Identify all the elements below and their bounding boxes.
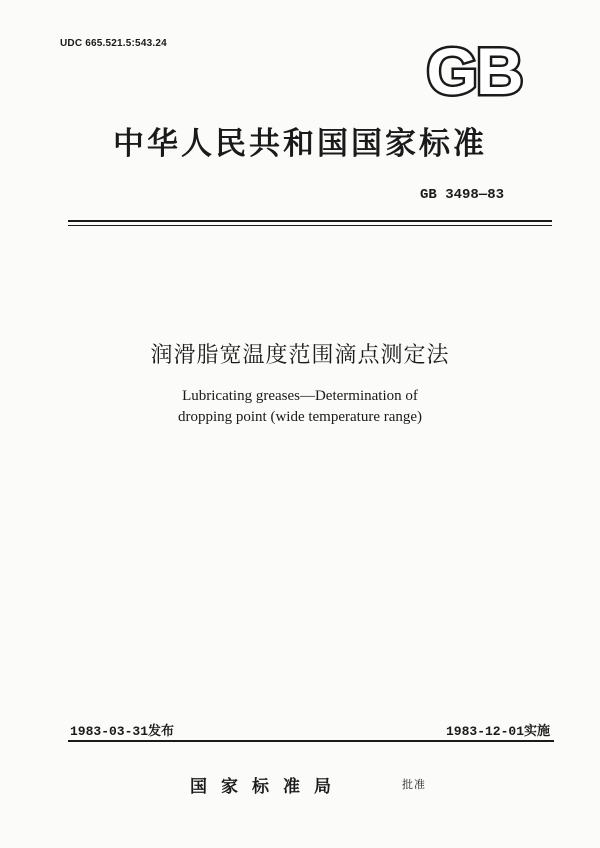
header-divider: [68, 220, 552, 222]
implementation-date: 1983-12-01实施: [446, 724, 551, 739]
approving-authority: 国家标准局: [190, 777, 345, 797]
english-title-line-1: Lubricating greases—Determination of: [182, 388, 418, 404]
national-standard-title: 中华人民共和国国家标准: [113, 126, 487, 162]
publish-date: 1983-03-31发布: [70, 724, 175, 739]
english-title-line-2: dropping point (wide temperature range): [177, 409, 423, 425]
header-divider-thin: [68, 225, 552, 226]
english-title: [0, 386, 600, 428]
udc-code: UDC 665.521.5:543.24: [60, 38, 167, 49]
standard-number: GB 3498—83: [420, 187, 505, 203]
approve-label: 批准: [402, 778, 426, 791]
chinese-title: 润滑脂宽温度范围滴点测定法: [150, 343, 450, 368]
svg-text:GB: GB: [426, 40, 522, 100]
gb-logo: [412, 40, 536, 100]
footer-divider: [68, 740, 554, 742]
